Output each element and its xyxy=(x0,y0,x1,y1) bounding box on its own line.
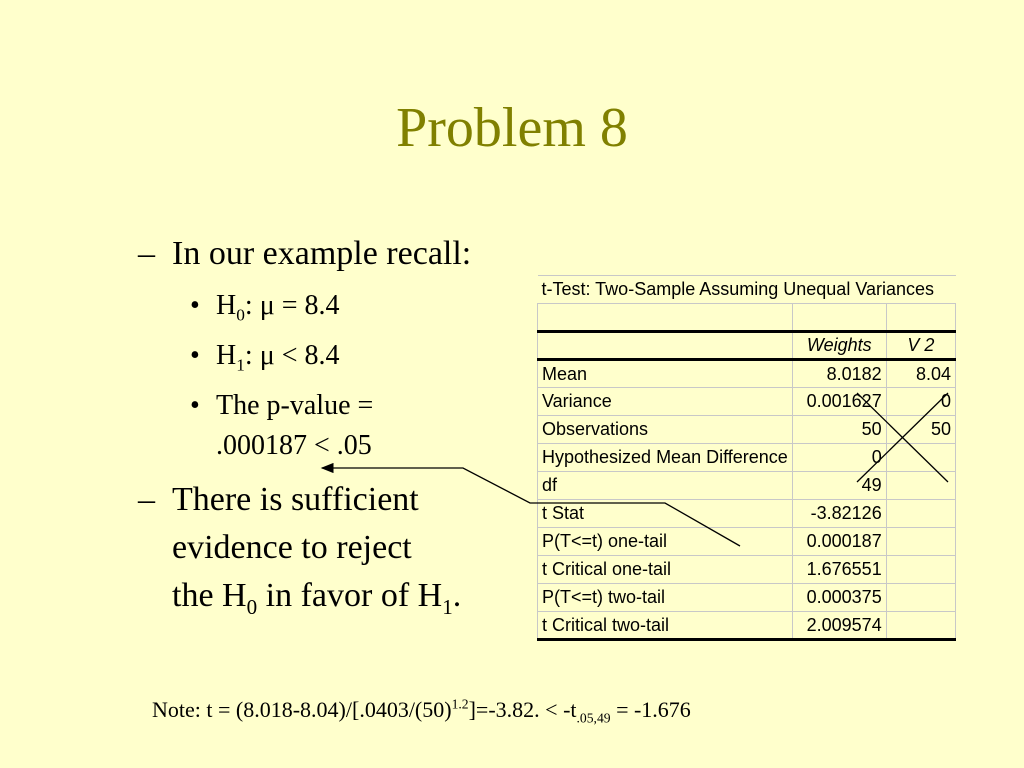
bullet-recall-text: In our example recall: xyxy=(172,235,472,272)
row-weights: 0 xyxy=(792,444,886,472)
conclusion-line2: evidence to reject xyxy=(172,529,412,566)
row-label: P(T<=t) one-tail xyxy=(538,528,793,556)
formula-note: Note: $t = (8.018-8.04)/[.0403/(50)^{1.2}]=-3.82$. < $-t_{.05,49} = -1.676$ xyxy=(152,696,691,726)
row-label: Mean xyxy=(538,360,793,388)
row-label: t Critical two-tail xyxy=(538,612,793,640)
header-v2: V 2 xyxy=(886,332,955,360)
row-weights: 1.676551 xyxy=(792,556,886,584)
conclusion-line3: the $H_0$ in favor of $H_1$. xyxy=(172,577,462,619)
conclusion-line1: There is sufficient xyxy=(172,481,419,518)
row-weights: 50 xyxy=(792,416,886,444)
row-label: Observations xyxy=(538,416,793,444)
row-label: df xyxy=(538,472,793,500)
row-weights: -3.82126 xyxy=(792,500,886,528)
row-weights: 0.000375 xyxy=(792,584,886,612)
row-v2: 0 xyxy=(886,388,955,416)
bullet-dot: • xyxy=(190,290,200,321)
row-v2: 8.04 xyxy=(886,360,955,388)
pvalue-line2: .000187 < .05 xyxy=(216,430,372,461)
row-label: t Stat xyxy=(538,500,793,528)
h0-text: $H_0$: μ = 8.4 xyxy=(216,290,340,325)
pointer-arrow xyxy=(322,468,740,546)
row-weights: 2.009574 xyxy=(792,612,886,640)
bullet-dot: • xyxy=(190,390,200,421)
row-v2: 50 xyxy=(886,416,955,444)
row-weights: 0.001627 xyxy=(792,388,886,416)
row-label: Hypothesized Mean Difference xyxy=(538,444,793,472)
row-weights: 8.0182 xyxy=(792,360,886,388)
row-label: Variance xyxy=(538,388,793,416)
header-weights: Weights xyxy=(792,332,886,360)
slide-title: Problem 8 xyxy=(396,97,628,159)
bullet-dot: • xyxy=(190,340,200,371)
row-label: P(T<=t) two-tail xyxy=(538,584,793,612)
row-label: t Critical one-tail xyxy=(538,556,793,584)
h1-text: $H_1$: μ < 8.4 xyxy=(216,340,340,375)
dash-marker: – xyxy=(138,235,155,272)
row-weights: 0.000187 xyxy=(792,528,886,556)
dash-marker: – xyxy=(138,481,155,518)
row-weights: 49 xyxy=(792,472,886,500)
table-title: t-Test: Two-Sample Assuming Unequal Variances xyxy=(538,276,956,304)
pvalue-line1: The p-value = xyxy=(216,390,374,421)
